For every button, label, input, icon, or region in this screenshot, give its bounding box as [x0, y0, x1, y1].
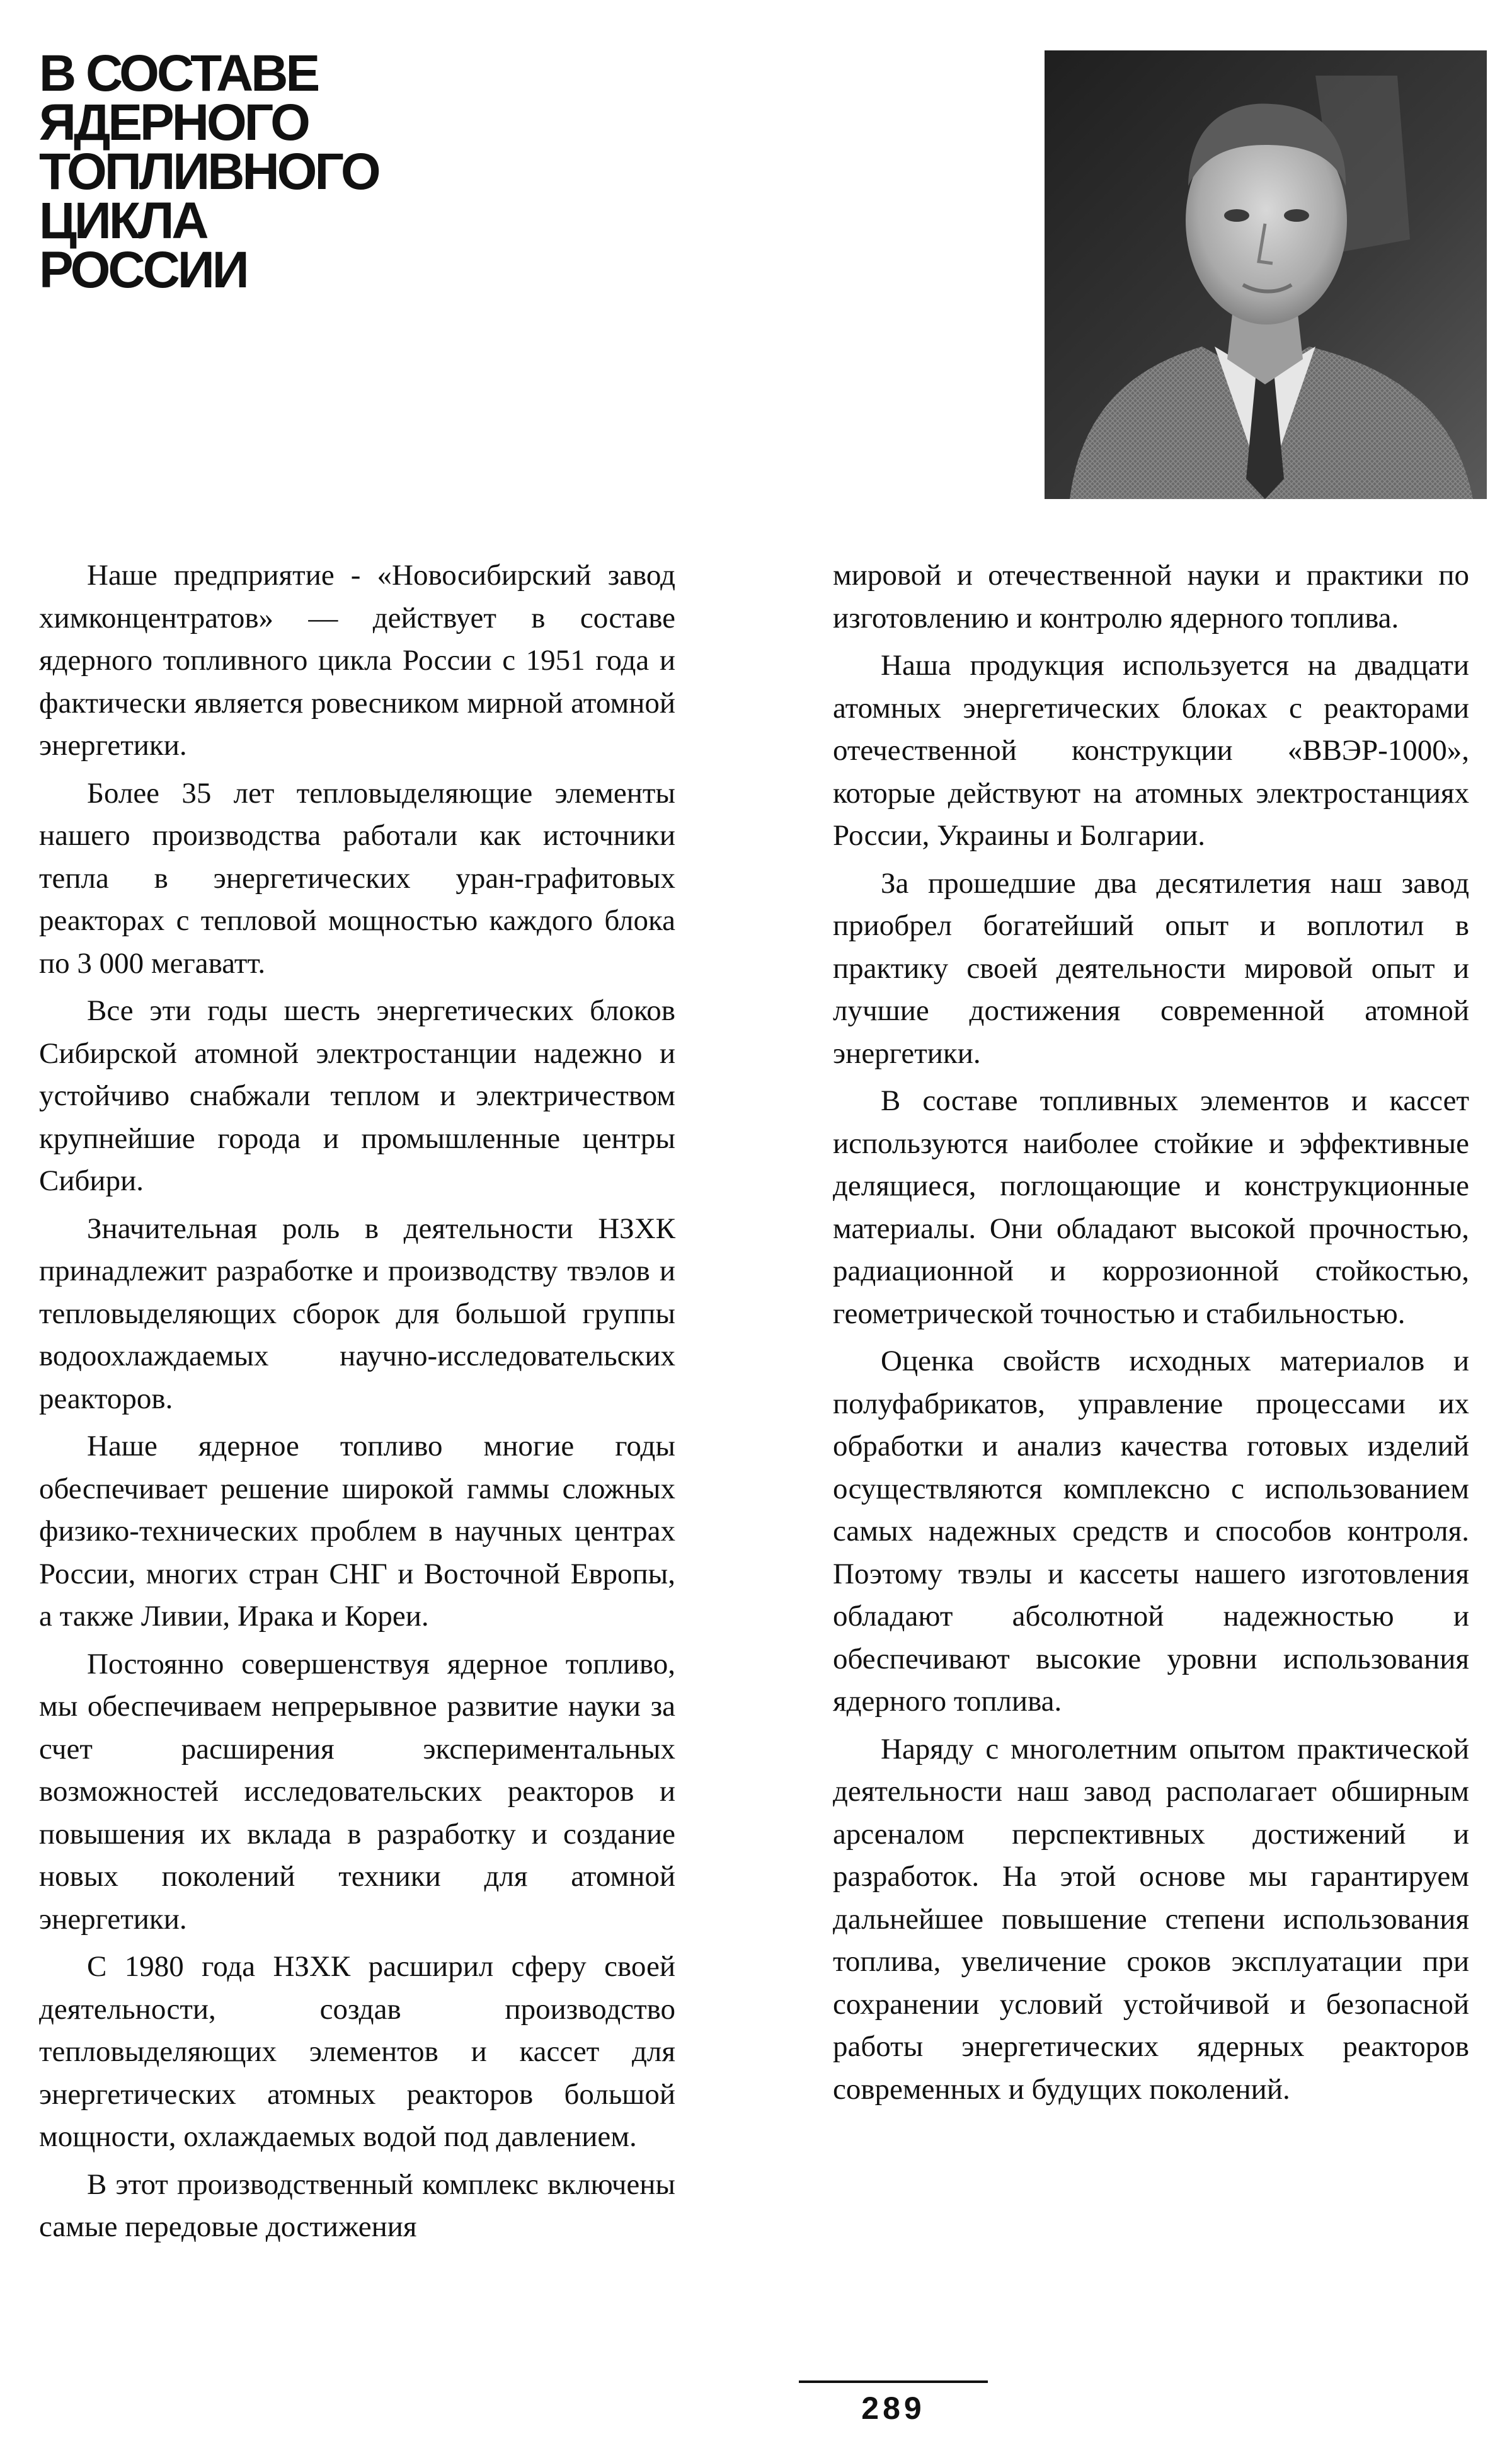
- paragraph: За прошедшие два десятилетия наш завод приобрел богатейший опыт и воплотил в практику своей деятельности мировой опыт и лучшие достижения современной атомной энергетики.: [833, 866, 1469, 1070]
- title-line: ЦИКЛА: [39, 192, 207, 250]
- paragraph: Наша продукция используется на двадцати атомных энергетических блоках с реакторами отечественной конструкции «ВВЭР-1000», которые действуют на атомных электростанциях России, Украины и Болгарии.: [833, 649, 1469, 852]
- left-column: [39, 554, 675, 2254]
- title-line: ЯДЕРНОГО: [39, 94, 308, 151]
- title-line: В СОСТАВЕ: [39, 45, 318, 102]
- paragraph: В составе топливных элементов и кассет используются наиболее стойкие и эффективные делящиеся, поглощающие и конструкционные материалы. Они обладают высокой прочностью, радиационной и коррозионной стойкостью, геометрической точностью и стабильностью.: [833, 1084, 1469, 1330]
- page-number: 289: [861, 2391, 925, 2426]
- paragraph: Постоянно совершенствуя ядерное топливо, мы обеспечиваем непрерывное развитие науки за счет расширения экспериментальных возможностей исследовательских реакторов и повышения их вклада в разработку и создание новых поколений техники для атомной энергетики.: [39, 1647, 675, 1936]
- paragraph: Наряду с многолетним опытом практической деятельности наш завод располагает обширным арсеналом перспективных достижений и разработок. На этой основе мы гарантируем дальнейшее повышение степени использования топлива, увеличение сроков эксплуатации при сохранении условий устойчивой и безопасной работы энергетических ядерных реакторов современных и будущих поколений.: [833, 1732, 1469, 2106]
- title-line: РОССИИ: [39, 241, 247, 299]
- article-title: [39, 45, 518, 299]
- right-column: [833, 554, 1469, 2116]
- title-line: ТОПЛИВНОГО: [39, 143, 379, 200]
- paragraph: Более 35 лет тепловыделяющие элементы нашего производства работали как источники тепла в энергетических уран-графитовых реакторах с тепловой мощностью каждого блока по 3 000 мегаватт.: [39, 776, 675, 980]
- paragraph: Наше предприятие - «Новосибирский завод химконцентратов» — действует в составе ядерного топливного цикла России с 1951 года и фактически является ровесником мирной атомной энергетики.: [39, 559, 675, 762]
- paragraph: Значительная роль в деятельности НЗХК принадлежит разработке и производству твэлов и тепловыделяющих сборок для большой группы водоохлаждаемых научно-исследовательских реакторов.: [39, 1212, 675, 1415]
- paragraph: Все эти годы шесть энергетических блоков Сибирской атомной электростанции надежно и устойчиво снабжали теплом и электричеством крупнейшие города и промышленные центры Сибири.: [39, 994, 675, 1197]
- paragraph-continuation: мировой и отечественной науки и практики по изготовлению и контролю ядерного топлива.: [833, 559, 1469, 634]
- paragraph: С 1980 года НЗХК расширил сферу своей деятельности, создав производство тепловыделяющих элементов и кассет для энергетических атомных реакторов большой мощности, охлаждаемых водой под давлением.: [39, 1950, 675, 2153]
- portrait-photo-icon: [1045, 50, 1487, 499]
- paragraph: Наше ядерное топливо многие годы обеспечивает решение широкой гаммы сложных физико-технических проблем в научных центрах России, многих стран СНГ и Восточной Европы, а также Ливии, Ирака и Кореи.: [39, 1430, 675, 1633]
- paragraph: Оценка свойств исходных материалов и полуфабрикатов, управление процессами их обработки и анализ качества готовых изделий осуществляются комплексно с использованием самых надежных средств и способов контроля. Поэтому твэлы и кассеты нашего изготовления обладают абсолютной надежностью и обеспечивают высокие уровни использования ядерного топлива.: [833, 1345, 1469, 1718]
- portrait-photo: [1045, 50, 1487, 499]
- paragraph: В этот производственный комплекс включены самые передовые достижения: [39, 2168, 675, 2243]
